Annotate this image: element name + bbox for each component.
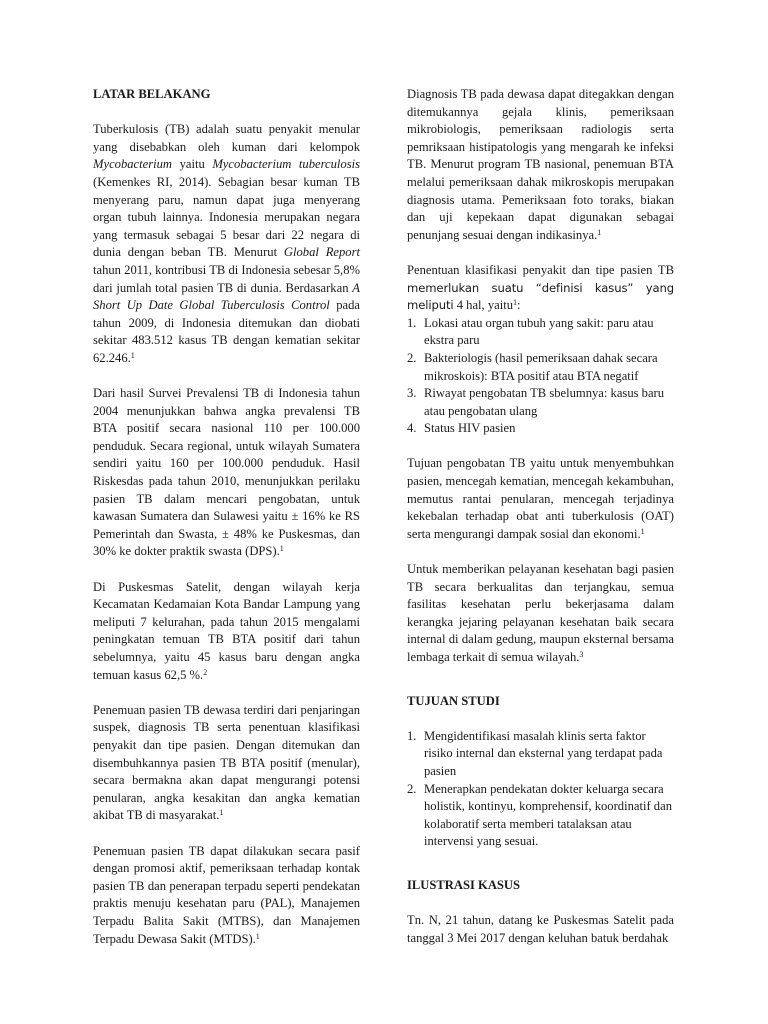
text-span: Tujuan pengobatan TB yaitu untuk menyembuhkan pasien, mencegah kematian, mencegah kekambuhan, memutus rantai penularan, mencegah terjadinya kekebalan terhadap obat anti tuberkulosis (OAT) serta mengurangi dampak sosial dan ekonomi.: [407, 456, 674, 541]
citation-superscript: 2: [203, 667, 208, 677]
list-item-text: Riwayat pengobatan TB sbelumnya: kasus baru atau pengobatan ulang: [424, 386, 665, 418]
list-number: 3.: [407, 386, 417, 401]
left-column: [93, 86, 360, 966]
list-number: 1.: [407, 728, 417, 743]
text-span: :: [517, 298, 521, 313]
list-item: [407, 781, 674, 851]
klasifikasi-block: [407, 262, 674, 438]
text-span: Untuk memberikan pelayanan kesehatan bagi pasien TB secara berkualitas dan terjangkau, semua fasilitas kesehatan perlu bekerjasama dalam kerangka jejaring pelayanan kesehatan baik secara internal di dalam gedung, maupun eksternal bersama lembaga terkait di semua wilayah.: [407, 562, 674, 664]
italic-term: Mycobacterium tuberculosis: [212, 157, 360, 172]
citation-superscript: 1: [130, 350, 135, 360]
list-item-text: Mengidentifikasi masalah klinis serta faktor risiko internal dan eksternal yang terdapat pada pasien: [424, 728, 663, 778]
paragraph-survei-prevalensi: [93, 385, 360, 561]
citation-superscript: 1: [597, 227, 602, 237]
section-heading-tujuan-studi: TUJUAN STUDI: [407, 693, 500, 708]
list-item: [407, 728, 674, 781]
text-span: Penentuan klasifikasi penyakit dan tipe pasien TB: [407, 262, 674, 277]
paragraph-diagnosis-tb: [407, 86, 674, 244]
paragraph-penemuan-pasien: [93, 702, 360, 825]
list-item-text: Lokasi atau organ tubuh yang sakit: paru atau ekstra paru: [424, 315, 654, 348]
section-heading-latar-belakang: LATAR BELAKANG: [93, 87, 211, 101]
text-span: tahun 2011, kontribusi TB di Indonesia sebesar 5,8% dari jumlah total pasien TB di dunia. Berdasarkan: [93, 262, 360, 295]
paragraph-puskesmas-satelit: [93, 579, 360, 685]
text-span: 4 hal, yaitu: [453, 298, 514, 313]
italic-term: A Short Up Date Global Tuberculosis Control: [93, 280, 360, 313]
list-item-text: Menerapkan pendekatan dokter keluarga secara holistik, kontinyu, komprehensif, koordinatif dan kolaboratif serta memberi tatalaksan atau intervensi yang sesuai.: [424, 781, 672, 849]
list-item-text: Status HIV pasien: [424, 421, 516, 436]
paragraph-tujuan-pengobatan: [407, 455, 674, 543]
list-item: [407, 350, 674, 385]
text-span: memerlukan suatu “definisi kasus” yang meliputi: [407, 280, 674, 313]
citation-superscript: 3: [579, 650, 584, 659]
tujuan-list: [407, 728, 674, 851]
list-number: 2.: [407, 350, 417, 365]
text-span: pada tahun 2009, di Indonesia ditemukan dan diobati sekitar 483.512 kasus TB dengan kematian sekitar 62.246.: [93, 298, 360, 365]
paragraph-ilustrasi-kasus: [407, 912, 674, 947]
list-item: [407, 420, 674, 438]
text-span: Penemuan pasien TB dewasa terdiri dari penjaringan suspek, diagnosis TB serta penentuan klasifikasi penyakit dan tipe pasien. Dengan ditemukan dan disembuhkannya pasien TB BTA positif (menular), secara bermakna akan dapat mengurangi potensi penularan, angka kesakitan dan angka kematian akibat TB di masyarakat.: [93, 702, 360, 823]
klasifikasi-list: [407, 315, 674, 438]
list-item: [407, 315, 674, 350]
paragraph-klasifikasi: [407, 262, 674, 315]
list-number: 4.: [407, 421, 417, 436]
text-span: Penemuan pasien TB dapat dilakukan secara pasif dengan promosi aktif, pemeriksaan terhadap kontak pasien TB dan penerapan terpadu seperti pendekatan praktis menuju kesehatan paru (PAL), Manajemen Terpadu Balita Sakit (MTBS), dan Manajemen Terpadu Dewasa Sakit (MTDS).: [93, 843, 360, 946]
section-heading-ilustrasi-kasus: ILUSTRASI KASUS: [407, 877, 521, 892]
citation-superscript: 1: [255, 931, 260, 941]
paragraph-tuberkulosis-intro: [93, 121, 360, 367]
citation-superscript: 1: [219, 808, 224, 818]
citation-superscript: 1: [640, 526, 645, 536]
italic-term: Global Report: [283, 245, 360, 260]
citation-superscript: 1: [513, 298, 518, 308]
text-span: Tn. N, 21 tahun, datang ke Puskesmas Satelit pada tanggal 3 Mei 2017 dengan keluhan batuk berdahak: [407, 913, 674, 945]
text-span: Tuberkulosis (TB) adalah suatu penyakit menular yang disebabkan oleh kuman dari kelompok: [93, 122, 360, 154]
list-number: 2.: [407, 781, 417, 796]
citation-superscript: 1: [279, 544, 284, 554]
italic-term: Mycobacterium: [93, 157, 173, 172]
text-span: Dari hasil Survei Prevalensi TB di Indonesia tahun 2004 menunjukkan bahwa angka prevalensi TB BTA positif secara nasional 110 per 100.000 penduduk. Secara regional, untuk wilayah Sumatera sendiri yaitu 160 per 100.000 penduduk. Hasil Riskesdas pada tahun 2010, menunjukkan perilaku pasien TB dalam mencari pengobatan, untuk kawasan Sumatera dan Sulawesi yaitu ± 16% ke RS Pemerintah dan Swasta, ± 48% ke Puskesmas, dan 30% ke dokter praktik swasta (DPS).: [93, 386, 360, 559]
text-span: (Kemenkes RI, 2014). Sebagian besar kuman TB menyerang paru, namun dapat juga menyerang organ tubuh lainnya. Indonesia merupakan negara yang termasuk sebagai 5 besar dari 22 negara di dunia dengan beban TB. Menurut: [93, 174, 360, 260]
paragraph-penemuan-pasif: [93, 843, 360, 949]
list-item: [407, 385, 674, 420]
paragraph-pelayanan-kesehatan: [407, 561, 674, 667]
right-column: [407, 86, 674, 965]
list-item-text: Bakteriologis (hasil pemeriksaan dahak secara mikroskois): BTA positif atau BTA negatif: [424, 350, 658, 383]
text-span: Di Puskesmas Satelit, dengan wilayah kerja Kecamatan Kedamaian Kota Bandar Lampung yang meliputi 7 kelurahan, pada tahun 2015 mengalami peningkatan temuan TB BTA positif dari tahun sebelumnya, yaitu 45 kasus baru dengan angka temuan kasus 62,5 %.: [93, 579, 360, 682]
text-span: Diagnosis TB pada dewasa dapat ditegakkan dengan ditemukannya gejala klinis, pemeriksaan mikrobiologis, pemeriksaan radiologis serta pemriksaan histipatologis yang mengarah ke infeksi TB. Menurut program TB nasional, penemuan BTA melalui pemeriksaan dahak mikroskopis merupakan diagnosis utama. Pemeriksaan foto toraks, biakan dan uji kepekaan dapat digunakan sebagai penunjang sesuai dengan indikasinya.: [407, 87, 674, 242]
text-span: yaitu: [172, 157, 213, 172]
list-number: 1.: [407, 315, 417, 330]
